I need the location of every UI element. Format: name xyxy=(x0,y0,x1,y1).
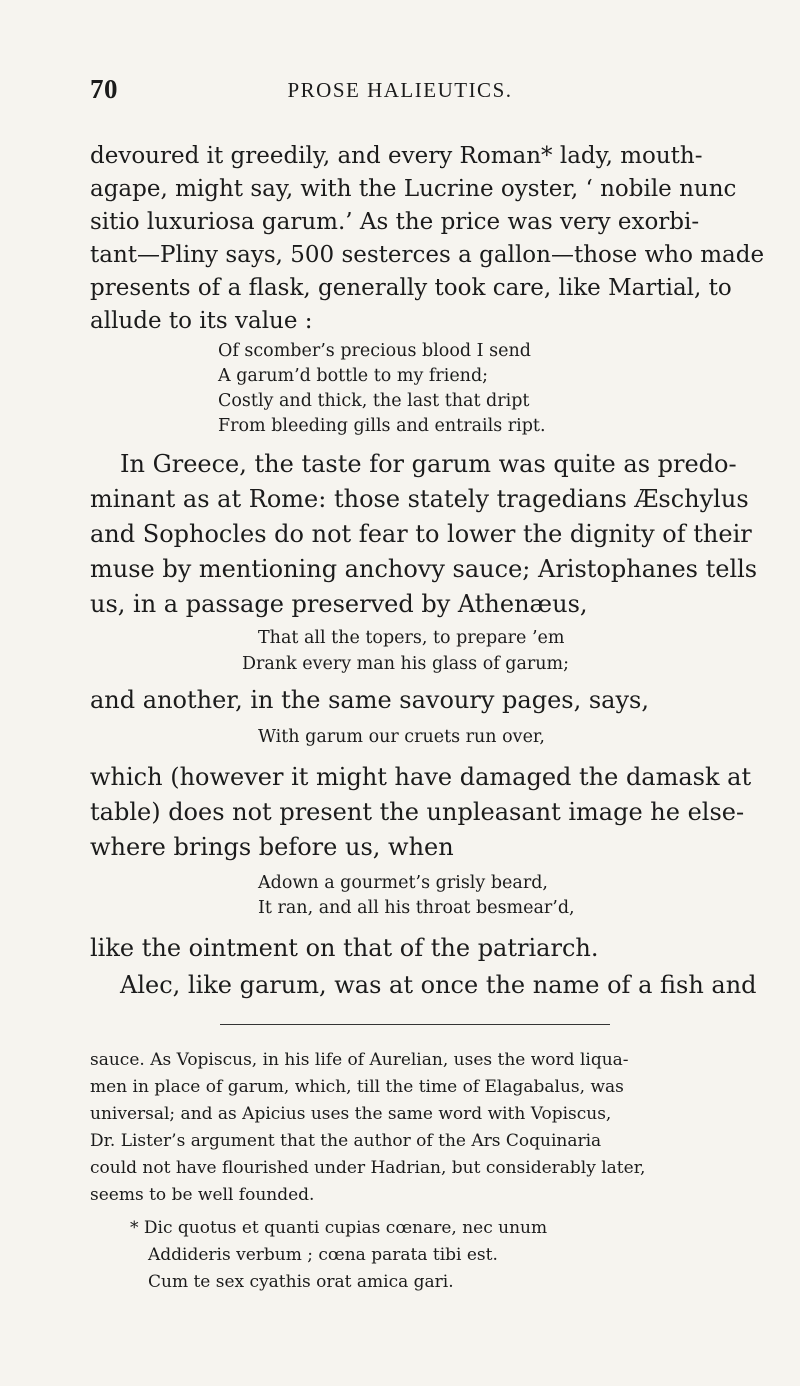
page-number: 70 xyxy=(90,74,118,104)
body-line: agape, might say, with the Lucrine oyster, ‘ nobile nunc xyxy=(90,176,737,202)
body-line: which (however it might have damaged the damask at xyxy=(90,763,752,791)
footnote-verse-line: Cum te sex cyathis orat amica gari. xyxy=(148,1272,454,1292)
body-line: where brings before us, when xyxy=(90,833,454,861)
body-line: tant—Pliny says, 500 sesterces a gallon—those who made xyxy=(90,242,765,268)
verse-line: A garum’d bottle to my friend; xyxy=(218,366,489,386)
footnote-line: Dr. Lister’s argument that the author of the Ars Coquinaria xyxy=(90,1131,602,1151)
verse-line: From bleeding gills and entrails ript. xyxy=(218,416,546,436)
body-line: presents of a flask, generally took care, like Martial, to xyxy=(90,275,732,301)
footnote-line: could not have flourished under Hadrian, but considerably later, xyxy=(90,1158,646,1178)
verse-line: Adown a gourmet’s grisly beard, xyxy=(258,873,548,893)
body-line: sitio luxuriosa garum.’ As the price was very exorbi- xyxy=(90,209,700,235)
footnote-line: seems to be well founded. xyxy=(90,1185,315,1205)
footnote-rule xyxy=(220,1024,610,1025)
verse-line: With garum our cruets run over, xyxy=(258,727,545,747)
body-line: devoured it greedily, and every Roman* lady, mouth- xyxy=(90,143,703,169)
body-line: allude to its value : xyxy=(90,308,313,334)
verse-line: Drank every man his glass of garum; xyxy=(242,654,570,674)
body-line: Alec, like garum, was at once the name of a fish and xyxy=(120,971,757,999)
body-line: minant as at Rome: those stately tragedians Æschylus xyxy=(90,485,749,513)
verse-line: It ran, and all his throat besmear’d, xyxy=(258,898,575,918)
footnote-line: men in place of garum, which, till the time of Elagabalus, was xyxy=(90,1077,624,1097)
verse-line: Of scomber’s precious blood I send xyxy=(218,341,531,361)
footnote-line: universal; and as Apicius uses the same word with Vopiscus, xyxy=(90,1104,612,1124)
running-title: PROSE HALIEUTICS. xyxy=(287,78,513,102)
footnote-verse-line: Addideris verbum ; cœna parata tibi est. xyxy=(148,1245,498,1265)
footnote-line: sauce. As Vopiscus, in his life of Aurelian, uses the word liqua- xyxy=(90,1050,629,1070)
body-line: In Greece, the taste for garum was quite as predo- xyxy=(120,450,737,478)
footnote-verse-line: * Dic quotus et quanti cupias cœnare, nec unum xyxy=(130,1218,548,1238)
body-line: muse by mentioning anchovy sauce; Aristophanes tells xyxy=(90,555,758,583)
body-line: and another, in the same savoury pages, says, xyxy=(90,686,649,714)
verse-line: Costly and thick, the last that dript xyxy=(218,391,530,411)
body-line: table) does not present the unpleasant image he else- xyxy=(90,798,745,826)
page-header xyxy=(0,74,800,114)
body-line: like the ointment on that of the patriarch. xyxy=(90,934,599,962)
verse-line: That all the topers, to prepare ’em xyxy=(258,628,565,648)
body-line: and Sophocles do not fear to lower the dignity of their xyxy=(90,520,752,548)
body-line: us, in a passage preserved by Athenæus, xyxy=(90,590,588,618)
